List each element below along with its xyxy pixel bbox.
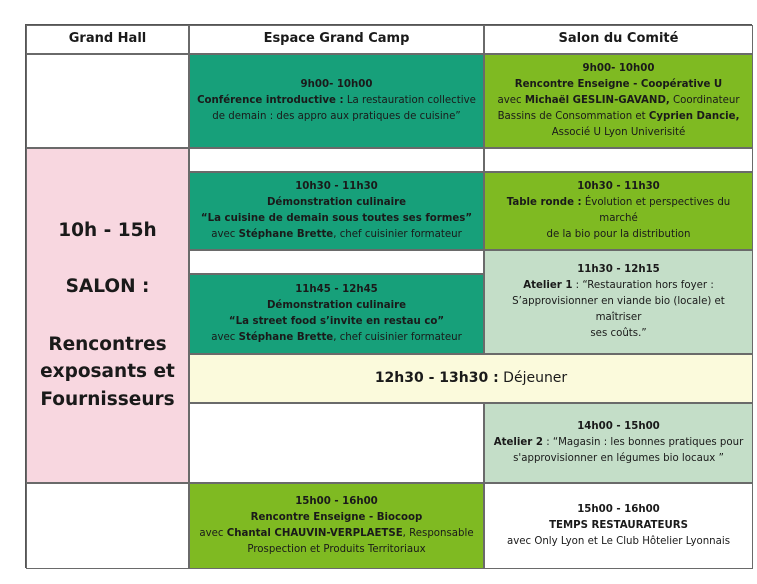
session-time: 11h30 - 12h15 xyxy=(577,264,660,276)
speaker-name: Chantal CHAUVIN-VERPLAETSE xyxy=(226,528,403,539)
salon-time: 10h - 15h xyxy=(58,220,157,242)
speaker-prefix: avec xyxy=(211,228,239,240)
session-title: “La street food s’invite en restau co” xyxy=(228,316,445,327)
session-speaker xyxy=(211,330,462,346)
session-label: Conférence introductive : xyxy=(197,95,344,107)
grand-camp-empty-afternoon xyxy=(189,403,484,483)
session-line-1 xyxy=(523,278,714,294)
salon-session-5 xyxy=(484,483,753,569)
session-text: La restauration collective xyxy=(343,95,476,107)
grand-camp-gap-1 xyxy=(189,148,484,172)
salon-title: SALON : xyxy=(65,275,150,297)
session-time: 10h30 - 11h30 xyxy=(295,181,378,193)
session-speaker xyxy=(211,227,462,243)
session-text: : “Magasin : les bonnes pratiques pour xyxy=(542,437,744,449)
grand-camp-gap-2 xyxy=(189,250,484,274)
grand-hall-salon xyxy=(26,148,189,483)
grand-hall-empty-top xyxy=(26,54,189,148)
session-label: Atelier 2 xyxy=(493,437,543,449)
lunch-time: 12h30 - 13h30 : xyxy=(374,369,499,386)
session-speaker-role-2: Prospection et Produits Territoriaux xyxy=(247,543,426,555)
header-grand-hall: Grand Hall xyxy=(26,25,189,54)
grand-hall-empty-bottom xyxy=(26,483,189,569)
session-kind: Démonstration culinaire xyxy=(266,197,407,209)
speaker-role: Coordinateur xyxy=(669,95,740,107)
session-text: avec Only Lyon et Le Club Hôtelier Lyonnais xyxy=(506,535,731,547)
session-line-1 xyxy=(494,435,744,451)
session-line-2: s'approvisionner en légumes bio locaux ” xyxy=(513,452,724,464)
session-line-3: ses coûts.” xyxy=(590,327,647,339)
session-title: Rencontre Enseigne - Coopérative U xyxy=(514,79,723,91)
speaker-prefix: avec xyxy=(199,528,227,539)
session-line-2: de demain : des appro aux pratiques de cuisine” xyxy=(212,110,461,122)
speaker-name: Cyprien Dancie, xyxy=(648,110,740,122)
session-time: 10h30 - 11h30 xyxy=(577,181,660,193)
speaker-role: , Responsable xyxy=(402,528,474,539)
salon-session-3 xyxy=(484,250,753,354)
session-speaker-role-2: Associé U Lyon Univerisité xyxy=(551,126,686,138)
session-line-2: S’approvisionner en viande bio (locale) et maîtriser xyxy=(512,296,725,323)
session-speaker xyxy=(199,526,473,542)
session-time: 9h00- 10h00 xyxy=(582,63,655,75)
session-label: Atelier 1 xyxy=(523,280,573,292)
grand-camp-session-4 xyxy=(189,483,484,569)
program-table xyxy=(25,24,752,568)
salon-session-1 xyxy=(484,54,753,148)
salon-desc-line1: Rencontres xyxy=(48,333,167,355)
grand-camp-session-1 xyxy=(189,54,484,148)
salon-session-4 xyxy=(484,403,753,483)
session-speaker-2 xyxy=(498,109,740,125)
salon-gap-1 xyxy=(484,148,753,172)
session-title: “La cuisine de demain sous toutes ses formes” xyxy=(200,213,473,224)
speaker-role: , chef cuisinier formateur xyxy=(333,331,462,343)
speaker-name: Stéphane Brette xyxy=(238,228,334,240)
speaker-role: Bassins de Consommation et xyxy=(497,110,649,122)
salon-desc-line3: Fournisseurs xyxy=(40,389,175,411)
lunch-line xyxy=(375,368,567,390)
session-title: Rencontre Enseigne - Biocoop xyxy=(250,512,423,524)
session-speaker-1 xyxy=(497,93,739,109)
session-time: 9h00- 10h00 xyxy=(300,79,373,91)
session-time: 11h45 - 12h45 xyxy=(295,284,378,296)
session-time: 15h00 - 16h00 xyxy=(577,504,660,516)
session-line-1 xyxy=(491,195,746,227)
lunch-row xyxy=(189,354,753,403)
salon-session-2 xyxy=(484,172,753,250)
header-espace-grand-camp: Espace Grand Camp xyxy=(189,25,484,54)
speaker-name: Stéphane Brette xyxy=(238,331,334,343)
session-line-1 xyxy=(197,93,476,109)
speaker-prefix: avec xyxy=(497,95,525,107)
header-salon-du-comite: Salon du Comité xyxy=(484,25,753,54)
lunch-label: Déjeuner xyxy=(498,369,568,386)
session-time: 14h00 - 15h00 xyxy=(577,421,660,433)
session-label: Table ronde : xyxy=(506,197,582,209)
speaker-prefix: avec xyxy=(211,331,239,343)
salon-desc-line2: exposants et xyxy=(40,361,175,383)
session-title: TEMPS RESTAURATEURS xyxy=(549,520,688,532)
speaker-name: Michaël GESLIN-GAVAND, xyxy=(524,95,670,107)
session-kind: Démonstration culinaire xyxy=(266,300,407,312)
session-time: 15h00 - 16h00 xyxy=(295,496,378,508)
grand-camp-session-2 xyxy=(189,172,484,250)
grand-camp-session-3 xyxy=(189,274,484,354)
session-text: Évolution et perspectives du marché xyxy=(581,197,731,224)
session-line-2: de la bio pour la distribution xyxy=(546,228,691,240)
speaker-role: , chef cuisinier formateur xyxy=(333,228,462,240)
session-text: : “Restauration hors foyer : xyxy=(572,280,714,292)
